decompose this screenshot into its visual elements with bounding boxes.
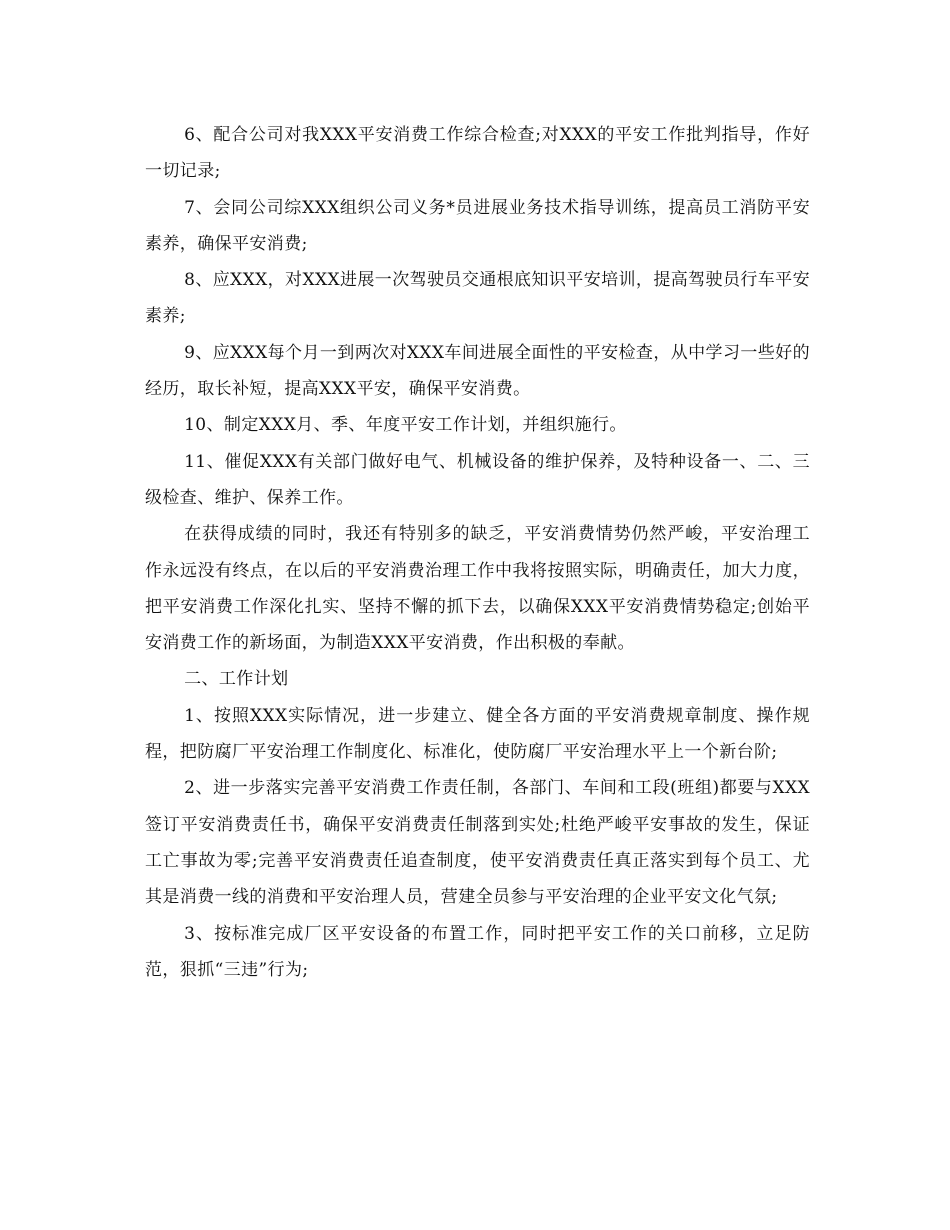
plan-item-3: 3、按标准完成厂区平安设备的布置工作，同时把平安工作的关口前移，立足防范，狠抓“三违”行为; [145, 923, 810, 980]
paragraph-item-9: 9、应XXX每个月一到两次对XXX车间进展全面性的平安检查，从中学习一些好的经历，取长补短，提高XXX平安，确保平安消费。 [145, 342, 810, 400]
paragraph-item-7: 7、会同公司综XXX组织公司义务*员进展业务技术指导训练，提高员工消防平安素养，确保平安消费; [145, 197, 810, 254]
paragraph-summary: 在获得成绩的同时，我还有特别多的缺乏，平安消费情势仍然严峻，平安治理工作永远没有终点，在以后的平安消费治理工作中我将按照实际，明确责任，加大力度，把平安消费工作深化扎实、坚持不懈的抓下去，以确保XXX平安消费情势稳定;创始平安消费工作的新场面，为制造XXX平安消费，作出积极的奉献。 [145, 524, 810, 654]
paragraph-item-8: 8、应XXX，对XXX进展一次驾驶员交通根底知识平安培训，提高驾驶员行车平安素养; [145, 270, 810, 327]
section-heading-work-plan: 二、工作计划 [184, 669, 289, 690]
paragraph-item-10: 10、制定XXX月、季、年度平安工作计划，并组织施行。 [184, 415, 627, 436]
plan-item-2: 2、进一步落实完善平安消费工作责任制，各部门、车间和工段(班组)都要与XXX签订平安消费责任书，确保平安消费责任制落到实处;杜绝严峻平安事故的发生，保证工亡事故为零;完善平安消费责任追查制度，使平安消费责任真正落实到每个员工、尤其是消费一线的消费和平安治理人员，营建全员参与平安治理的企业平安文化气氛; [145, 778, 810, 908]
paragraph-item-6: 6、配合公司对我XXX平安消费工作综合检查;对XXX的平安工作批判指导，作好一切记录; [145, 125, 810, 182]
plan-item-1: 1、按照XXX实际情况，进一步建立、健全各方面的平安消费规章制度、操作规程，把防腐厂平安治理工作制度化、标准化，使防腐厂平安治理水平上一个新台阶; [145, 705, 810, 763]
paragraph-item-11: 11、催促XXX有关部门做好电气、机械设备的维护保养，及特种设备一、二、三级检查、维护、保养工作。 [145, 451, 810, 508]
document-body [145, 117, 810, 988]
